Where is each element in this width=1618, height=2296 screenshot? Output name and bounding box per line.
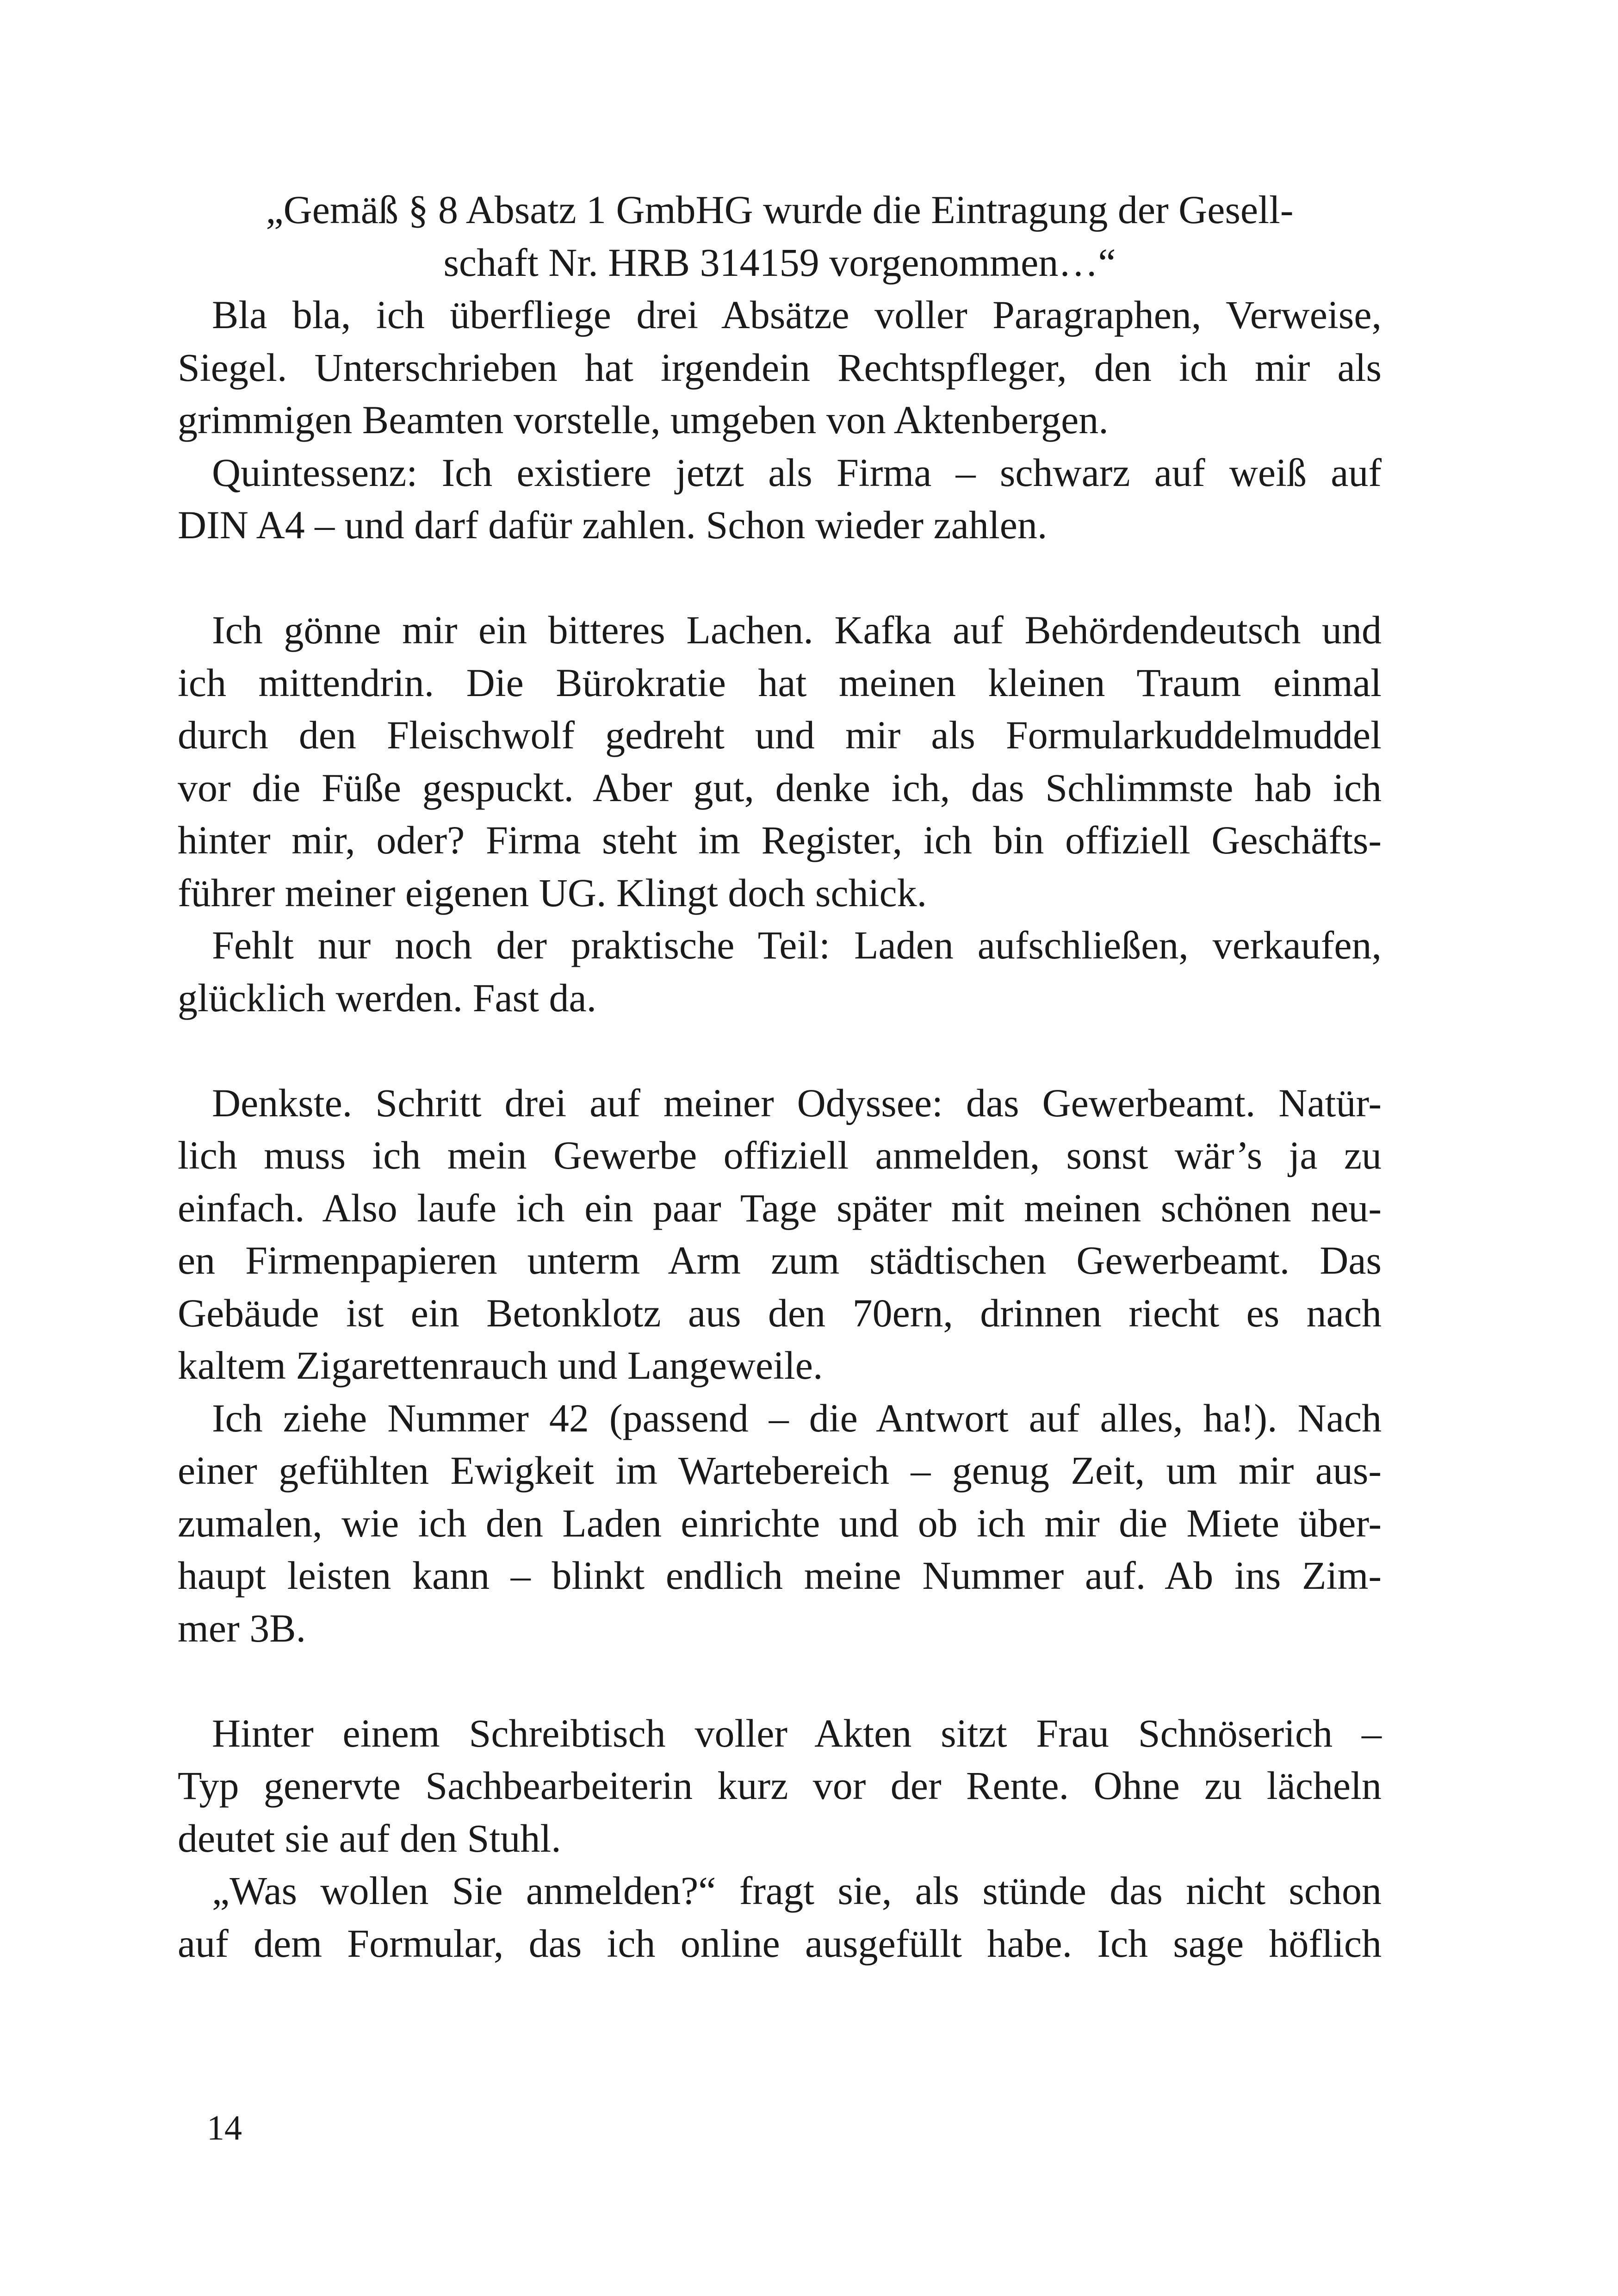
text-line: „Was wollen Sie anmelden?“ fragt sie, als stünde das nicht schon bbox=[212, 1868, 1382, 1913]
text-line: einer gefühlten Ewigkeit im Wartebereich – genug Zeit, um mir aus- bbox=[178, 1448, 1382, 1493]
text-line: Typ genervte Sachbearbeiterin kurz vor der Rente. Ohne zu lächeln bbox=[178, 1763, 1382, 1808]
text-line: en Firmenpapieren unterm Arm zum städtischen Gewerbeamt. Das bbox=[178, 1238, 1382, 1282]
text-line: lich muss ich mein Gewerbe offiziell anmelden, sonst wär’s ja zu bbox=[178, 1133, 1382, 1177]
text-line: Bla bla, ich überfliege drei Absätze voller Paragraphen, Verweise, bbox=[212, 292, 1382, 337]
page-body bbox=[178, 184, 1382, 1970]
text-line: Fehlt nur noch der praktische Teil: Laden aufschließen, verkaufen, bbox=[212, 923, 1382, 967]
text-line: durch den Fleischwolf gedreht und mir als Formularkuddelmuddel bbox=[178, 713, 1382, 757]
text-line: Ich ziehe Nummer 42 (passend – die Antwort auf alles, ha!). Nach bbox=[212, 1395, 1382, 1440]
quote-line: „Gemäß § 8 Absatz 1 GmbHG wurde die Eintragung der Gesell- bbox=[266, 187, 1294, 232]
text-line: Siegel. Unterschrieben hat irgendein Rechtspfleger, den ich mir als bbox=[178, 345, 1382, 390]
text-line: deutet sie auf den Stuhl. bbox=[178, 1816, 561, 1860]
text-line: ich mittendrin. Die Bürokratie hat meinen kleinen Traum einmal bbox=[178, 660, 1382, 705]
text-line: haupt leisten kann – blinkt endlich meine Nummer auf. Ab ins Zim- bbox=[178, 1553, 1382, 1598]
text-line: Denkste. Schritt drei auf meiner Odyssee: das Gewerbeamt. Natür- bbox=[212, 1080, 1382, 1125]
section-break bbox=[178, 552, 1382, 604]
text-line: Ich gönne mir ein bitteres Lachen. Kafka auf Behördendeutsch und bbox=[212, 608, 1382, 652]
text-line: führer meiner eigenen UG. Klingt doch schick. bbox=[178, 870, 927, 915]
text-line: hinter mir, oder? Firma steht im Register, ich bin offiziell Geschäfts- bbox=[178, 818, 1382, 862]
page-number: 14 bbox=[207, 2109, 242, 2147]
text-line: auf dem Formular, das ich online ausgefüllt habe. Ich sage höflich bbox=[178, 1921, 1382, 1966]
section-break bbox=[178, 1655, 1382, 1707]
text-line: zumalen, wie ich den Laden einrichte und ob ich mir die Miete über- bbox=[178, 1500, 1382, 1545]
text-line: DIN A4 – und darf dafür zahlen. Schon wieder zahlen. bbox=[178, 503, 1048, 547]
text-line: mer 3B. bbox=[178, 1605, 306, 1650]
text-line: vor die Füße gespuckt. Aber gut, denke ich, das Schlimmste hab ich bbox=[178, 765, 1382, 810]
text-line: kaltem Zigarettenrauch und Langeweile. bbox=[178, 1343, 823, 1388]
section-break bbox=[178, 1024, 1382, 1077]
text-line: Quintessenz: Ich existiere jetzt als Firma – schwarz auf weiß auf bbox=[212, 450, 1382, 495]
text-line: glücklich werden. Fast da. bbox=[178, 975, 597, 1020]
text-line: Hinter einem Schreibtisch voller Akten sitzt Frau Schnöserich – bbox=[212, 1711, 1382, 1755]
quote-line: schaft Nr. HRB 314159 vorgenommen…“ bbox=[443, 240, 1116, 285]
text-line: einfach. Also laufe ich ein paar Tage später mit meinen schönen neu- bbox=[178, 1185, 1382, 1230]
text-line: grimmigen Beamten vorstelle, umgeben von Aktenbergen. bbox=[178, 398, 1109, 442]
text-line: Gebäude ist ein Betonklotz aus den 70ern, drinnen riecht es nach bbox=[178, 1290, 1382, 1335]
